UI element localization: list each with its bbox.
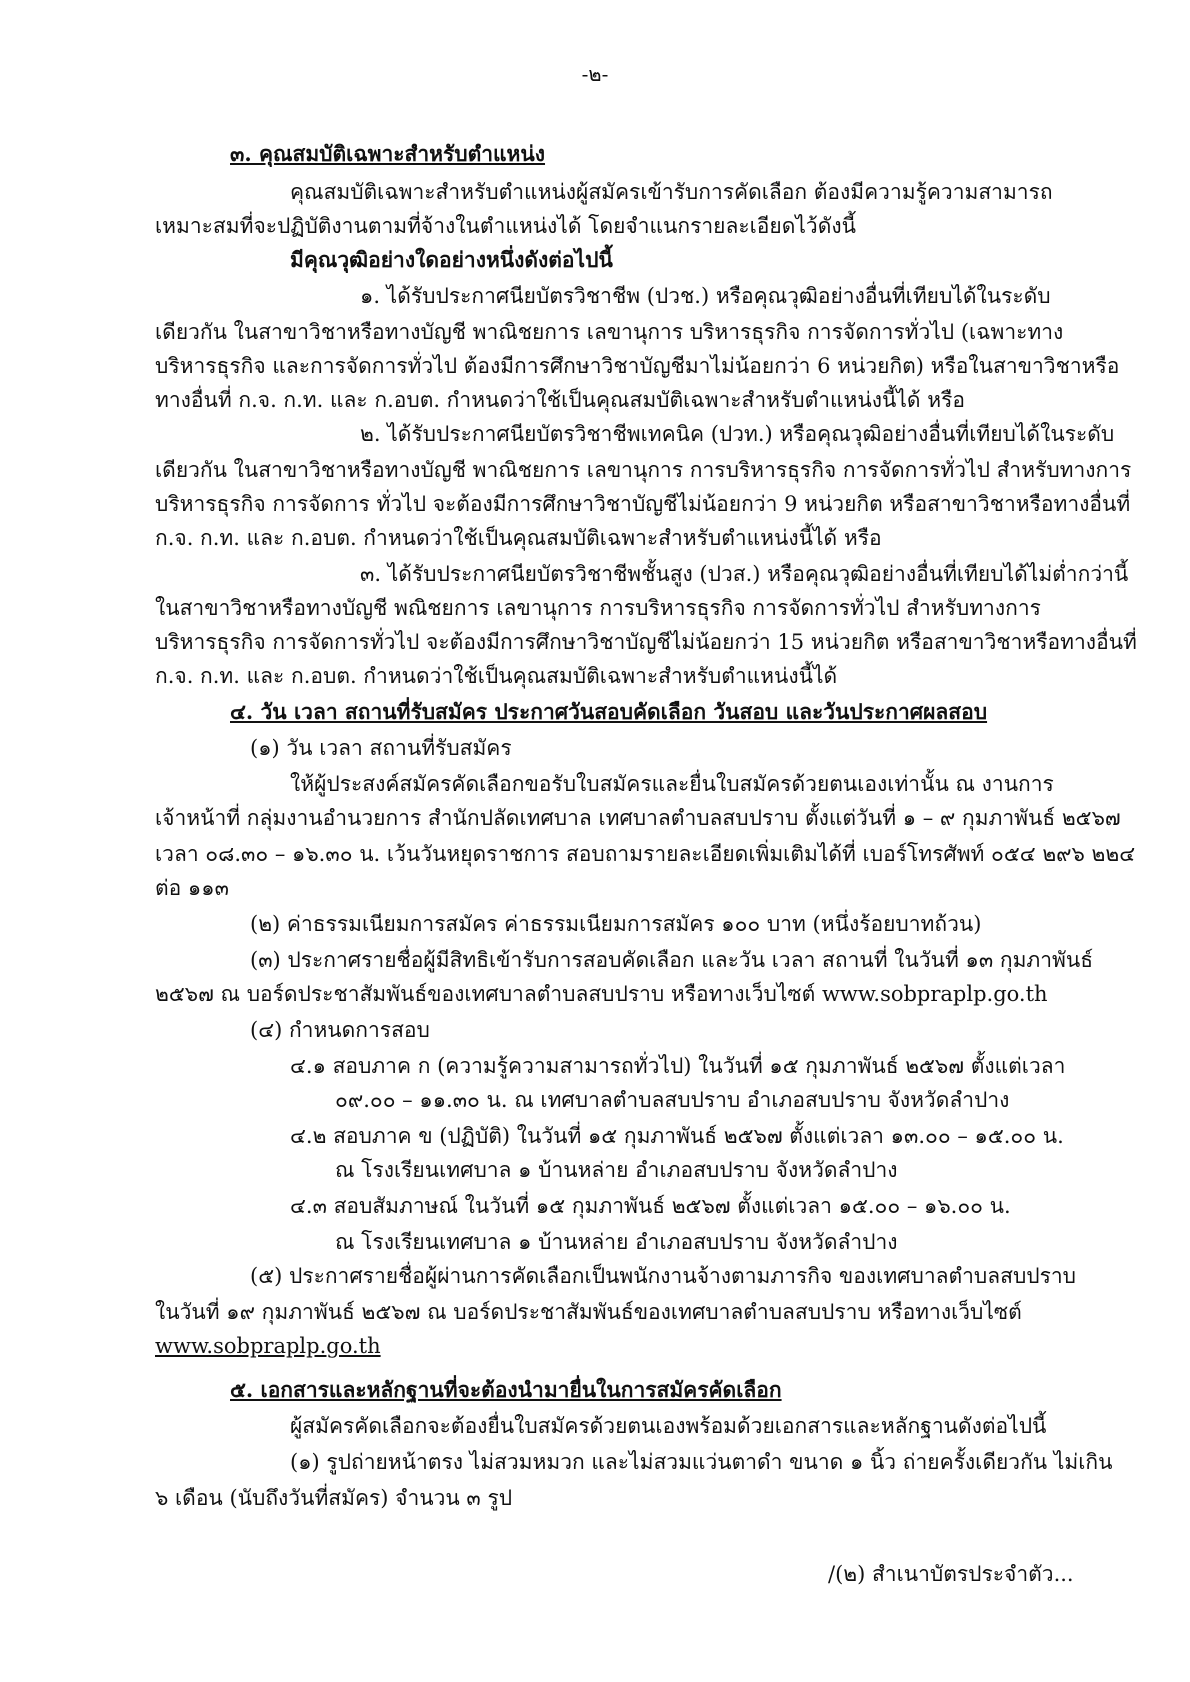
doc1-line1: (๑) รูปถ่ายหน้าตรง ไม่สวมหมวก และไม่สวมแว่นตาดำ ขนาด ๑ นิ้ว ถ่ายครั้งเดียวกัน ไม่เกิน xyxy=(290,1450,1113,1474)
exam1-line2: ๐๙.๐๐ – ๑๑.๓๐ น. ณ เทศบาลตำบลสบปราบ อำเภอสบปราบ จังหวัดลำปาง xyxy=(335,1088,1010,1112)
page-number: -๒- xyxy=(581,62,609,86)
item3-line1: ๓. ได้รับประกาศนียบัตรวิชาชีพชั้นสูง (ปวส.) หรือคุณวุฒิอย่างอื่นที่เทียบได้ไม่ต่ำกว่านี้ xyxy=(360,562,1129,586)
sub1-line3: เวลา ๐๘.๓๐ – ๑๖.๓๐ น. เว้นวันหยุดราชการ สอบถามรายละเอียดเพิ่มเติมได้ที่ เบอร์โทรศัพท์ ๐๕๔ ๒๙๖ ๒๒๔ xyxy=(155,842,1136,866)
sub5-line1: (๕) ประกาศรายชื่อผู้ผ่านการคัดเลือกเป็นพนักงานจ้างตามภารกิจ ของเทศบาลตำบลสบปราบ xyxy=(250,1264,1077,1288)
item2-line1: ๒. ได้รับประกาศนียบัตรวิชาชีพเทคนิค (ปวท.) หรือคุณวุฒิอย่างอื่นที่เทียบได้ในระดับ xyxy=(360,422,1115,446)
item3-line4: ก.จ. ก.ท. และ ก.อบต. กำหนดว่าใช้เป็นคุณสมบัติเฉพาะสำหรับตำแหน่งนี้ได้ xyxy=(155,664,838,688)
sub1-line1: ให้ผู้ประสงค์สมัครคัดเลือกขอรับใบสมัครและยื่นใบสมัครด้วยตนเองเท่านั้น ณ งานการ xyxy=(290,772,1054,796)
sub2-fee: (๒) ค่าธรรมเนียมการสมัคร ค่าธรรมเนียมการสมัคร ๑๐๐ บาท (หนึ่งร้อยบาทถ้วน) xyxy=(250,912,982,936)
section5-heading: ๕. เอกสารและหลักฐานที่จะต้องนำมายื่นในการสมัครคัดเลือก xyxy=(230,1377,782,1402)
doc1-line2: ๖ เดือน (นับถึงวันที่สมัคร) จำนวน ๓ รูป xyxy=(155,1486,513,1510)
item1-line1: ๑. ได้รับประกาศนียบัตรวิชาชีพ (ปวช.) หรือคุณวุฒิอย่างอื่นที่เทียบได้ในระดับ xyxy=(360,284,1051,308)
sub1-line4: ต่อ ๑๑๓ xyxy=(155,876,229,900)
item3-line2: ในสาขาวิชาหรือทางบัญชี พณิชยการ เลขานุการ การบริหารธุรกิจ การจัดการทั่วไป สำหรับทางการ xyxy=(155,596,1041,620)
item2-line3: บริหารธุรกิจ การจัดการ ทั่วไป จะต้องมีการศึกษาวิชาบัญชีไม่น้อยกว่า 9 หน่วยกิต หรือสาขาวิชาหรือทางอื่นที่ xyxy=(155,492,1131,516)
exam2-line2: ณ โรงเรียนเทศบาล ๑ บ้านหล่าย อำเภอสบปราบ จังหวัดลำปาง xyxy=(335,1158,898,1182)
item2-line4: ก.จ. ก.ท. และ ก.อบต. กำหนดว่าใช้เป็นคุณสมบัติเฉพาะสำหรับตำแหน่งนี้ได้ หรือ xyxy=(155,526,882,550)
exam3-line2: ณ โรงเรียนเทศบาล ๑ บ้านหล่าย อำเภอสบปราบ จังหวัดลำปาง xyxy=(335,1230,898,1254)
sub5-line2: ในวันที่ ๑๙ กุมภาพันธ์ ๒๕๖๗ ณ บอร์ดประชาสัมพันธ์ของเทศบาลตำบลสบปราบ หรือทางเว็บไซต์ xyxy=(155,1300,1022,1324)
item1-line4: ทางอื่นที่ ก.จ. ก.ท. และ ก.อบต. กำหนดว่าใช้เป็นคุณสมบัติเฉพาะสำหรับตำแหน่งนี้ได้ หรือ xyxy=(155,388,965,412)
item1-line3: บริหารธุรกิจ และการจัดการทั่วไป ต้องมีการศึกษาวิชาบัญชีมาไม่น้อยกว่า 6 หน่วยกิต) หรือในสาขาวิชาหรือ xyxy=(155,354,1120,378)
section3-intro-line1: คุณสมบัติเฉพาะสำหรับตำแหน่งผู้สมัครเข้ารับการคัดเลือก ต้องมีความรู้ความสามารถ xyxy=(290,180,1053,204)
item2-line2: เดียวกัน ในสาขาวิชาหรือทางบัญชี พาณิชยการ เลขานุการ การบริหารธุรกิจ การจัดการทั่วไป สำหรับทางการ xyxy=(155,458,1132,482)
sub3-line1: (๓) ประกาศรายชื่อผู้มีสิทธิเข้ารับการสอบคัดเลือก และวัน เวลา สถานที่ ในวันที่ ๑๓ กุมภาพันธ์ xyxy=(250,948,1094,972)
qualification-lead: มีคุณวุฒิอย่างใดอย่างหนึ่งดังต่อไปนี้ xyxy=(290,247,613,272)
sub1-title: (๑) วัน เวลา สถานที่รับสมัคร xyxy=(250,736,512,760)
section3-heading: ๓. คุณสมบัติเฉพาะสำหรับตำแหน่ง xyxy=(230,141,546,166)
sub4-title: (๔) กำหนดการสอบ xyxy=(250,1018,430,1042)
continuation-note: /(๒) สำเนาบัตรประจำตัว... xyxy=(828,1562,1074,1586)
item1-line2: เดียวกัน ในสาขาวิชาหรือทางบัญชี พาณิชยการ เลขานุการ บริหารธุรกิจ การจัดการทั่วไป (เฉพาะทาง xyxy=(155,320,1064,344)
sub3-line2: ๒๕๖๗ ณ บอร์ดประชาสัมพันธ์ของเทศบาลตำบลสบปราบ หรือทางเว็บไซต์ www.sobpraplp.go.th xyxy=(155,982,1048,1006)
section3-intro-line2: เหมาะสมที่จะปฏิบัติงานตามที่จ้างในตำแหน่งได้ โดยจำแนกรายละเอียดไว้ดังนี้ xyxy=(155,214,856,238)
exam1-line1: ๔.๑ สอบภาค ก (ความรู้ความสามารถทั่วไป) ในวันที่ ๑๕ กุมภาพันธ์ ๒๕๖๗ ตั้งแต่เวลา xyxy=(290,1054,1066,1078)
exam3-line1: ๔.๓ สอบสัมภาษณ์ ในวันที่ ๑๕ กุมภาพันธ์ ๒๕๖๗ ตั้งแต่เวลา ๑๕.๐๐ – ๑๖.๐๐ น. xyxy=(290,1194,1011,1218)
website-link[interactable]: www.sobpraplp.go.th xyxy=(155,1334,381,1358)
sub1-line2: เจ้าหน้าที่ กลุ่มงานอำนวยการ สำนักปลัดเทศบาล เทศบาลตำบลสบปราบ ตั้งแต่วันที่ ๑ – ๙ กุมภาพันธ์ ๒๕๖๗ xyxy=(155,806,1121,830)
section5-intro: ผู้สมัครคัดเลือกจะต้องยื่นใบสมัครด้วยตนเองพร้อมด้วยเอกสารและหลักฐานดังต่อไปนี้ xyxy=(290,1414,1047,1438)
section4-heading: ๔. วัน เวลา สถานที่รับสมัคร ประกาศวันสอบคัดเลือก วันสอบ และวันประกาศผลสอบ xyxy=(230,699,988,724)
exam2-line1: ๔.๒ สอบภาค ข (ปฏิบัติ) ในวันที่ ๑๕ กุมภาพันธ์ ๒๕๖๗ ตั้งแต่เวลา ๑๓.๐๐ – ๑๕.๐๐ น. xyxy=(290,1124,1064,1148)
item3-line3: บริหารธุรกิจ การจัดการทั่วไป จะต้องมีการศึกษาวิชาบัญชีไม่น้อยกว่า 15 หน่วยกิต หรือสาขาวิชาหรือทางอื่นที่ xyxy=(155,630,1137,654)
